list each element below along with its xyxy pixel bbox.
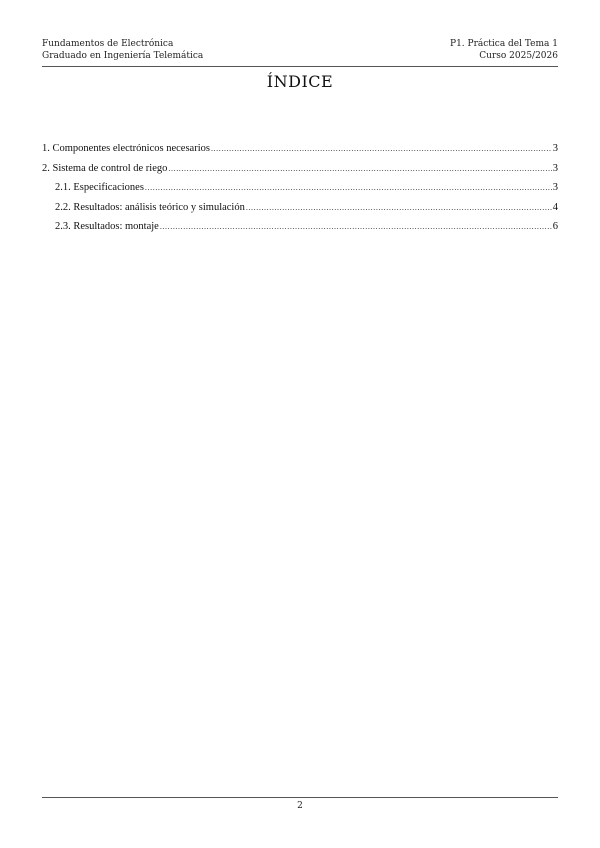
toc-page-number: 4: [552, 201, 558, 213]
toc-entry-label: 2.2. Resultados: análisis teórico y simulación: [55, 201, 245, 213]
footer-divider: [42, 797, 558, 798]
toc-entry-label: 2.3. Resultados: montaje: [55, 221, 159, 232]
toc-entry-especificaciones[interactable]: [42, 178, 558, 198]
toc-page-number: 6: [552, 221, 558, 232]
practice-title: P1. Práctica del Tema 1: [450, 39, 558, 49]
toc-entry-analisis-simulacion[interactable]: [42, 198, 558, 218]
toc-entry-montaje[interactable]: [42, 217, 558, 237]
toc-entry-label: 1. Componentes electrónicos necesarios: [42, 143, 210, 154]
header-row-2: [42, 50, 558, 62]
page-number: 2: [297, 801, 303, 811]
toc-dot-leader: [168, 159, 551, 179]
toc-entry-label: 2. Sistema de control de riego: [42, 162, 168, 174]
toc-dot-leader: [246, 198, 552, 218]
toc-entry-label: 2.1. Especificaciones: [55, 182, 144, 193]
toc-dot-leader: [211, 139, 552, 159]
toc-dot-leader: [145, 178, 552, 198]
toc-page-number: 3: [552, 143, 558, 154]
toc-entry-componentes[interactable]: [42, 139, 558, 159]
header-row-1: [42, 38, 558, 50]
toc-page-number: 3: [552, 162, 558, 174]
page-title: ÍNDICE: [266, 72, 334, 91]
toc-entry-sistema-riego[interactable]: [42, 159, 558, 179]
course-name: Fundamentos de Electrónica: [42, 39, 174, 49]
academic-year: Curso 2025/2026: [479, 51, 558, 61]
toc-dot-leader: [160, 217, 552, 237]
table-of-contents: [42, 139, 558, 237]
toc-page-number: 3: [552, 182, 558, 193]
page-header: [42, 38, 558, 67]
degree-name: Graduado en Ingeniería Telemática: [42, 51, 204, 61]
